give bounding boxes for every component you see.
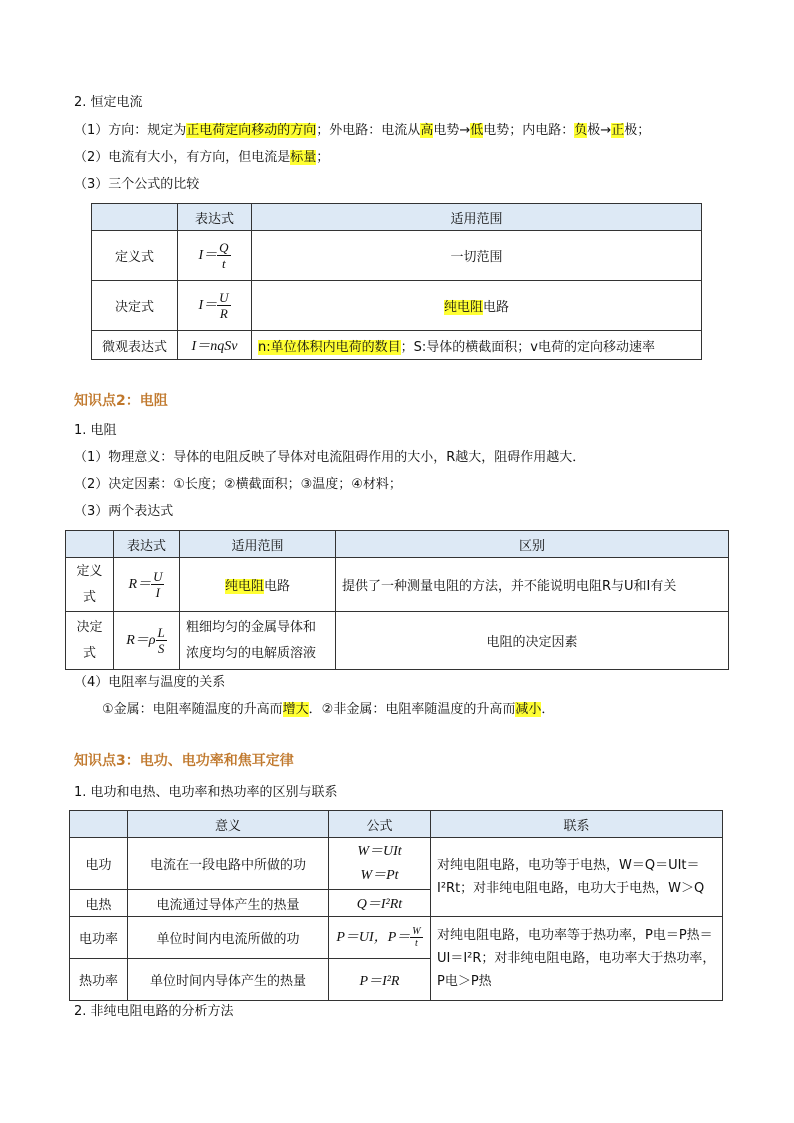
resistivity-line: ①金属：电阻率随温度的升高而增大．②非金属：电阻率随温度的升高而减小． — [102, 702, 555, 717]
row-label: 定义式 — [92, 231, 178, 281]
formula-cell: Q＝I²Rt — [329, 890, 431, 917]
meaning-cell: 单位时间内电流所做的功 — [128, 917, 329, 959]
resistance-meaning-line: （1）物理意义：导体的电阻反映了导体对电流阻碍作用的大小，R越大，阻碍作用越大． — [74, 450, 586, 465]
formula-cell: R＝ $\frac{U}{I}$ — [114, 558, 180, 612]
row-label: 决定式 — [66, 612, 114, 670]
knowledge-point-title: 知识点3：电功、电功率和焦耳定律 — [74, 753, 294, 769]
difference-cell: 电阻的决定因素 — [336, 612, 729, 670]
header-cell: 公式 — [329, 811, 431, 838]
resistance-factors-line: （2）决定因素：①长度；②横截面积；③温度；④材料； — [74, 477, 402, 492]
power-table — [69, 810, 723, 1001]
header-cell: 联系 — [431, 811, 723, 838]
scalar-line: （2）电流有大小，有方向，但电流是标量； — [74, 150, 330, 165]
header-cell: 表达式 — [114, 531, 180, 558]
two-expressions-line: （3）两个表达式 — [74, 504, 174, 519]
direction-line: （1）方向：规定为正电荷定向移动的方向；外电路：电流从高电势→低电势；内电路：负极→正极； — [74, 123, 651, 138]
header-cell — [66, 531, 114, 558]
header-cell: 意义 — [128, 811, 329, 838]
header-cell: 适用范围 — [180, 531, 336, 558]
row-label: 热功率 — [70, 959, 128, 1001]
scope-cell: 纯电阻电路 — [180, 558, 336, 612]
knowledge-point-title: 知识点2：电阻 — [74, 393, 168, 409]
current-formula-table — [91, 203, 702, 360]
meaning-cell: 单位时间内导体产生的热量 — [128, 959, 329, 1001]
meaning-cell: 电流通过导体产生的热量 — [128, 890, 329, 917]
scope-cell: 一切范围 — [252, 231, 702, 281]
meaning-cell: 电流在一段电路中所做的功 — [128, 838, 329, 890]
row-label: 电功率 — [70, 917, 128, 959]
row-label: 定义式 — [66, 558, 114, 612]
header-cell: 适用范围 — [252, 204, 702, 231]
scope-cell: n:单位体积内电荷的数目；S:导体的横截面积；v电荷的定向移动速率 — [252, 331, 702, 360]
formula-cell: P＝UI，P＝ $\frac{W}{t}$ — [329, 917, 431, 959]
subsection-title: 1. 电阻 — [74, 423, 117, 438]
row-label: 电热 — [70, 890, 128, 917]
relation-cell: 对纯电阻电路，电功等于电热，W＝Q＝UIt＝I²Rt；对非纯电阻电路，电功大于电热，W＞Q — [431, 838, 723, 917]
difference-cell: 提供了一种测量电阻的方法，并不能说明电阻R与U和I有关 — [336, 558, 729, 612]
header-cell — [92, 204, 178, 231]
formula-cell: R＝ρ $\frac{L}{S}$ — [114, 612, 180, 670]
header-cell — [70, 811, 128, 838]
row-label: 微观表达式 — [92, 331, 178, 360]
row-label: 电功 — [70, 838, 128, 890]
scope-cell: 粗细均匀的金属导体和 浓度均匀的电解质溶液 — [180, 612, 336, 670]
formula-cell: P＝I²R — [329, 959, 431, 1001]
formula-cell: I＝ $\frac{Q}{t}$ — [178, 231, 252, 281]
formula-cell: W＝UIt W＝Pt — [329, 838, 431, 890]
three-formulas-line: （3）三个公式的比较 — [74, 177, 200, 192]
section-title: 2. 恒定电流 — [74, 95, 143, 110]
subsection-title: 1. 电功和电热、电功率和热功率的区别与联系 — [74, 785, 338, 800]
scope-cell: 纯电阻电路 — [252, 281, 702, 331]
resistivity-title: （4）电阻率与温度的关系 — [74, 675, 226, 690]
header-cell: 表达式 — [178, 204, 252, 231]
header-cell: 区别 — [336, 531, 729, 558]
subsection-title: 2. 非纯电阻电路的分析方法 — [74, 1004, 234, 1019]
formula-cell: I＝nqSv — [178, 331, 252, 360]
relation-cell: 对纯电阻电路，电功率等于热功率，P电＝P热＝UI＝I²R；对非纯电阻电路，电功率大于热功率，P电＞P热 — [431, 917, 723, 1001]
formula-cell: I＝ $\frac{U}{R}$ — [178, 281, 252, 331]
resistance-table — [65, 530, 729, 670]
row-label: 决定式 — [92, 281, 178, 331]
